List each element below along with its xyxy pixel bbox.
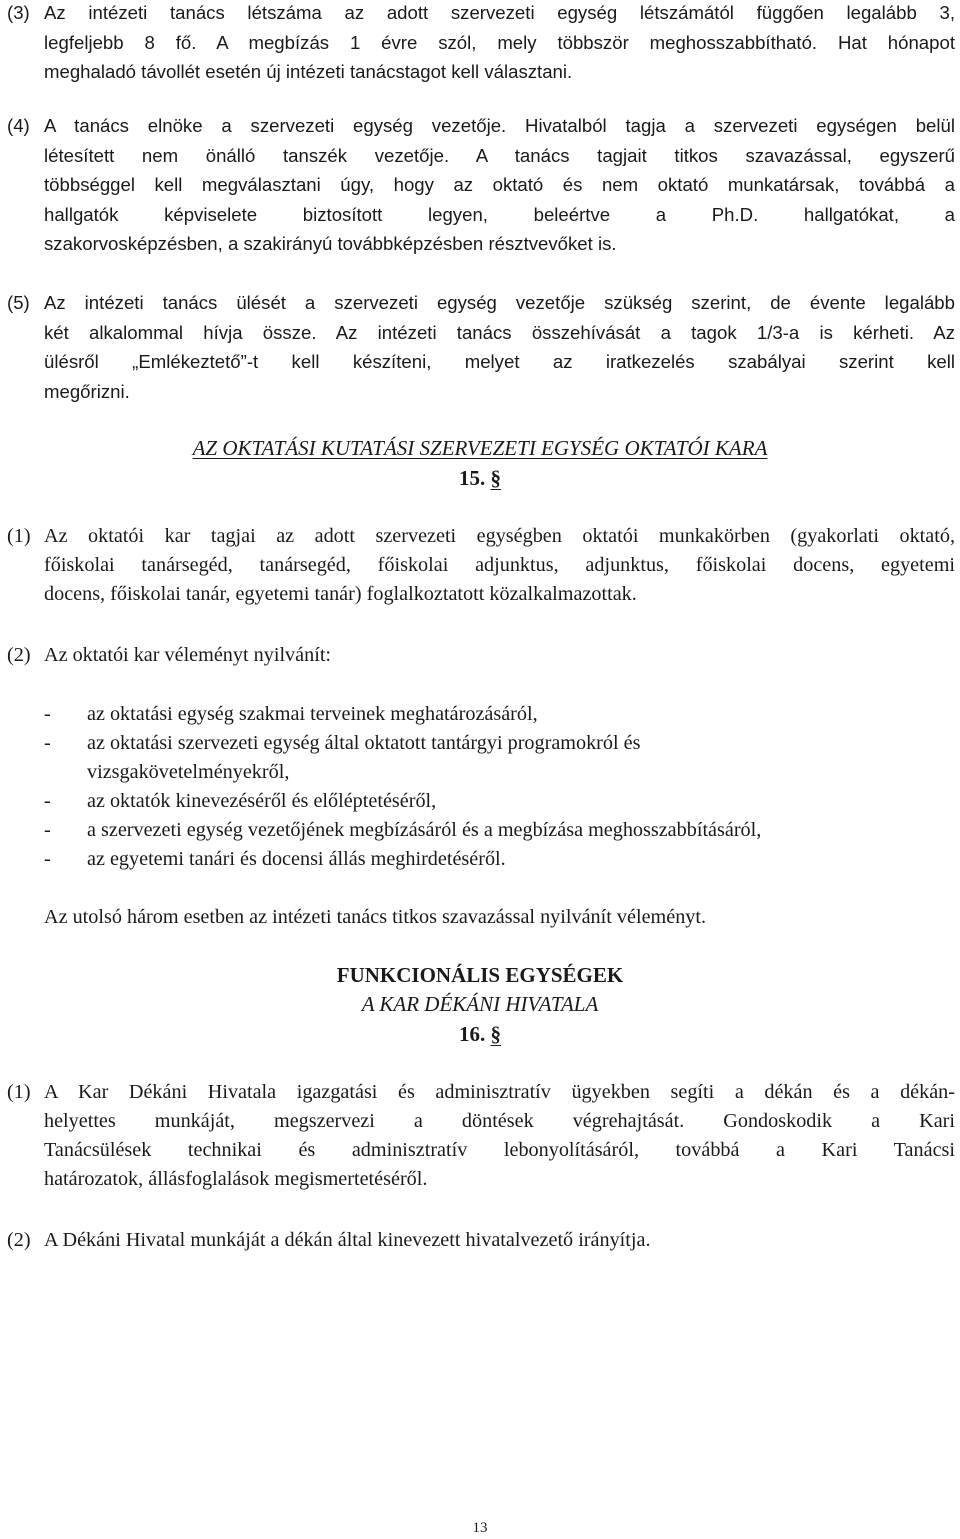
paragraph-number: (2) [7,1229,31,1251]
page-number: 13 [472,1520,488,1536]
paragraph-number: (3) [7,2,30,23]
text-line: Az oktatói kar véleményt nyilvánít: [44,644,332,666]
paragraph-number: (2) [7,644,31,666]
functional-units-heading: FUNKCIONÁLIS EGYSÉGEK [336,963,624,987]
text-line: megőrizni. [44,380,130,402]
section-number: 16. [459,1022,486,1046]
list-dash: - [44,703,51,725]
text-line: A tanács elnöke a szervezeti egység vezetője. Hivatalból tagja a szervezeti egységen belül [44,115,955,136]
text-line: legfeljebb 8 fő. A megbízás 1 évre szól, mely többször meghosszabbítható. Hat hónapot [44,31,955,53]
text-line: Az intézeti tanács létszáma az adott szervezeti egység létszámától függően legalább 3, [44,2,955,23]
text-line: docens, főiskolai tanár, egyetemi tanár) foglalkoztatott közalkalmazottak. [44,583,637,605]
text-line: meghaladó távollét esetén új intézeti tanácstagot kell választani. [44,61,573,82]
paragraph-number: (1) [7,1081,31,1103]
section-heading-number [0,1020,960,1049]
text-line: Az utolsó három esetben az intézeti tanács titkos szavazással nyilvánít véleményt. [44,906,707,928]
text-line: hallgatók képviselete biztosított legyen, beleértve a Ph.D. hallgatókat, a [44,203,955,225]
section-sign: § [490,1022,501,1046]
text-line: helyettes munkáját, megszervezi a döntések végrehajtását. Gondoskodik a Kari [44,1110,955,1132]
text-line: határozatok, állásfoglalások megismertetéséről. [44,1168,428,1190]
list-dash: - [44,732,51,754]
text-line: Tanácsülések technikai és adminisztratív lebonyolításáról, továbbá a Kari Tanácsi [44,1139,955,1161]
list-item-text: az egyetemi tanári és docensi állás meghirdetéséről. [87,848,506,870]
text-line: két alkalommal hívja össze. Az intézeti tanács összehívását a tagok 1/3-a is kérheti. Az [44,321,955,343]
list-item-text: az oktatási szervezeti egység által oktatott tantárgyi programokról és [87,732,641,754]
list-dash: - [44,790,51,812]
paragraph-number: (4) [7,115,30,136]
dean-office-heading: A KAR DÉKÁNI HIVATALA [361,992,599,1016]
text-line: ülésről „Emlékeztető”-t kell készíteni, melyet az iratkezelés szabályai szerint kell [44,351,955,372]
list-item-text: az oktatási egység szakmai terveinek meghatározásáról, [87,703,538,725]
section-number: 15. [459,466,486,490]
text-line: A Dékáni Hivatal munkáját a dékán által kinevezett hivatalvezető irányítja. [44,1229,651,1251]
paragraph-number: (5) [7,292,30,313]
list-item-text: vizsgakövetelményekről, [87,761,290,783]
paragraph-number: (1) [7,525,31,547]
section-sign: § [490,466,501,490]
list-item-text: a szervezeti egység vezetőjének megbízásáról és a megbízása meghosszabbításáról, [87,819,762,841]
section-heading-title: AZ OKTATÁSI KUTATÁSI SZERVEZETI EGYSÉG OKTATÓI KARA [192,436,768,460]
text-line: Az oktatói kar tagjai az adott szervezeti egységben oktatói munkakörben (gyakorlati oktató, [44,525,955,547]
text-line: Az intézeti tanács ülését a szervezeti egység vezetője szükség szerint, de évente legalább [44,292,955,313]
list-item-text: az oktatók kinevezéséről és előléptetéséről, [87,790,437,812]
list-dash: - [44,819,51,841]
text-line: főiskolai tanársegéd, tanársegéd, főiskolai adjunktus, adjunktus, főiskolai docens, egyetemi [44,554,955,576]
text-line: szakorvosképzésben, a szakirányú továbbképzésben résztvevőket is. [44,233,617,254]
text-line: A Kar Dékáni Hivatala igazgatási és adminisztratív ügyekben segíti a dékán és a dékán- [44,1081,955,1103]
text-line: többséggel kell megválasztani úgy, hogy az oktató és nem oktató munkatársak, továbbá a [44,174,955,195]
list-dash: - [44,848,51,870]
text-line: létesített nem önálló tanszék vezetője. A tanács tagjait titkos szavazással, egyszerű [44,144,955,166]
section-heading-number [0,464,960,493]
